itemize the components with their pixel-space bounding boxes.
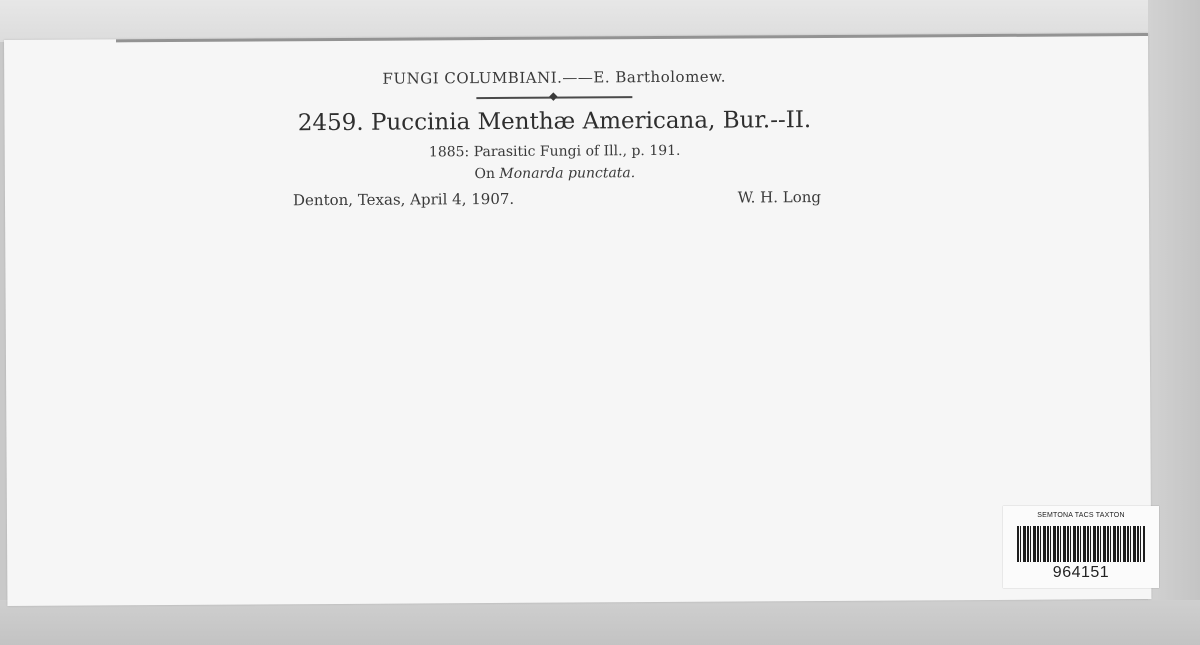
locality-date: Denton, Texas, April 4, 1907. xyxy=(292,189,515,210)
barcode-bars-icon xyxy=(1017,526,1145,562)
collector-name: W. H. Long xyxy=(737,188,822,207)
host-line xyxy=(285,161,825,186)
specimen-title: 2459. Puccinia Menthæ Americana, Bur.--II. xyxy=(297,107,812,137)
locality-collector-line xyxy=(285,185,825,212)
barcode-header: SEMTONA TACS TAXTON xyxy=(1037,512,1125,519)
specimen-label-paper xyxy=(4,33,1151,606)
host-prefix: On xyxy=(474,166,495,183)
host-name: Monarda punctata. xyxy=(499,165,636,182)
series-header: FUNGI COLUMBIANI.——E. Bartholomew. xyxy=(382,67,727,88)
barcode-number: 964151 xyxy=(1052,564,1110,581)
background-bottom xyxy=(0,600,1200,645)
ornament-divider xyxy=(476,90,632,105)
diamond-icon xyxy=(549,92,557,100)
label-text-block xyxy=(284,65,825,212)
literature-reference: 1885: Parasitic Fungi of Ill., p. 191. xyxy=(428,142,681,161)
barcode-sticker xyxy=(1003,506,1159,588)
